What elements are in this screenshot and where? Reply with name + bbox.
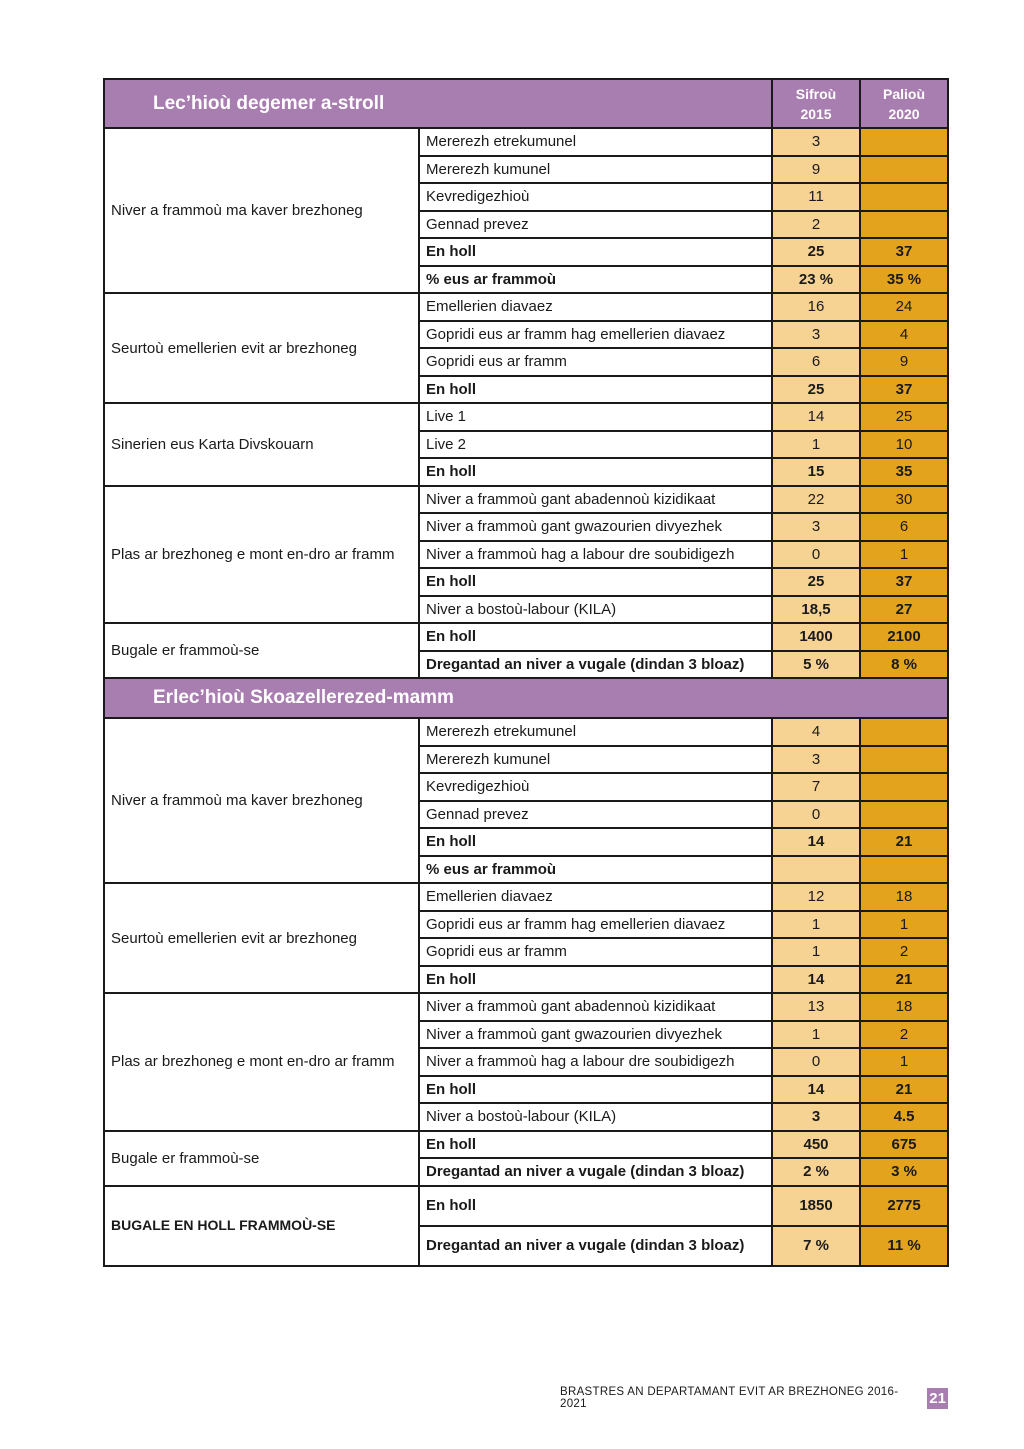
value-2020: 18 bbox=[860, 993, 948, 1021]
column-header-sifrou bbox=[772, 79, 860, 128]
value-2020: 6 bbox=[860, 513, 948, 541]
row-label: Niver a bostoù-labour (KILA) bbox=[419, 1103, 772, 1131]
page-number: 21 bbox=[927, 1388, 948, 1409]
value-2015: 25 bbox=[772, 568, 860, 596]
value-2020: 30 bbox=[860, 486, 948, 514]
value-2020 bbox=[860, 128, 948, 156]
value-2015: 1 bbox=[772, 431, 860, 459]
row-label: Gennad prevez bbox=[419, 211, 772, 239]
value-2015: 6 bbox=[772, 348, 860, 376]
row-label: En holl bbox=[419, 1186, 772, 1226]
value-2020: 1 bbox=[860, 911, 948, 939]
section-title-lechiou: Lec’hioù degemer a-stroll bbox=[104, 79, 772, 128]
value-2020: 25 bbox=[860, 403, 948, 431]
value-2015: 15 bbox=[772, 458, 860, 486]
row-label: Gennad prevez bbox=[419, 801, 772, 829]
value-2015: 14 bbox=[772, 1076, 860, 1104]
column-header-paliou-label: Palioù bbox=[883, 85, 926, 102]
row-label: En holl bbox=[419, 1131, 772, 1159]
row-label: En holl bbox=[419, 376, 772, 404]
value-2015: 1850 bbox=[772, 1186, 860, 1226]
value-2015: 3 bbox=[772, 128, 860, 156]
value-2020: 24 bbox=[860, 293, 948, 321]
group-label: BUGALE EN HOLL FRAMMOÙ-SE bbox=[104, 1186, 419, 1266]
value-2015: 3 bbox=[772, 746, 860, 774]
value-2015: 3 bbox=[772, 513, 860, 541]
value-2015: 11 bbox=[772, 183, 860, 211]
row-label: En holl bbox=[419, 1076, 772, 1104]
table-row bbox=[104, 486, 948, 514]
row-label: Niver a frammoù hag a labour dre soubidigezh bbox=[419, 541, 772, 569]
table-row bbox=[104, 718, 948, 746]
group-label: Seurtoù emellerien evit ar brezhoneg bbox=[104, 883, 419, 993]
row-label: Gopridi eus ar framm bbox=[419, 938, 772, 966]
value-2015: 2 bbox=[772, 211, 860, 239]
row-label: Niver a frammoù gant abadennoù kizidikaat bbox=[419, 486, 772, 514]
value-2015: 1400 bbox=[772, 623, 860, 651]
table-row bbox=[104, 993, 948, 1021]
column-header-paliou bbox=[860, 79, 948, 128]
row-label: Dregantad an niver a vugale (dindan 3 bloaz) bbox=[419, 651, 772, 679]
table-row bbox=[104, 403, 948, 431]
row-label: En holl bbox=[419, 458, 772, 486]
value-2015: 25 bbox=[772, 376, 860, 404]
page-footer bbox=[560, 1387, 948, 1409]
value-2015: 4 bbox=[772, 718, 860, 746]
value-2015: 2 % bbox=[772, 1158, 860, 1186]
row-label: Emellerien diavaez bbox=[419, 883, 772, 911]
group-label: Plas ar brezhoneg e mont en-dro ar framm bbox=[104, 993, 419, 1131]
table-row bbox=[104, 128, 948, 156]
table-row bbox=[104, 883, 948, 911]
row-label: En holl bbox=[419, 623, 772, 651]
value-2020 bbox=[860, 718, 948, 746]
row-label: En holl bbox=[419, 568, 772, 596]
value-2020: 35 % bbox=[860, 266, 948, 294]
value-2015: 12 bbox=[772, 883, 860, 911]
value-2015: 14 bbox=[772, 966, 860, 994]
group-label: Niver a frammoù ma kaver brezhoneg bbox=[104, 718, 419, 883]
value-2015: 18,5 bbox=[772, 596, 860, 624]
row-label: Mererezh kumunel bbox=[419, 156, 772, 184]
value-2020 bbox=[860, 856, 948, 884]
value-2015: 16 bbox=[772, 293, 860, 321]
row-label: Kevredigezhioù bbox=[419, 183, 772, 211]
footer-text: BRASTRES AN DEPARTAMANT EVIT AR BREZHONEG 2016-2021 bbox=[560, 1386, 899, 1410]
value-2015: 3 bbox=[772, 1103, 860, 1131]
row-label: Niver a frammoù gant gwazourien divyezhek bbox=[419, 1021, 772, 1049]
value-2015: 7 % bbox=[772, 1226, 860, 1266]
value-2015 bbox=[772, 856, 860, 884]
value-2020: 2 bbox=[860, 938, 948, 966]
value-2015: 1 bbox=[772, 938, 860, 966]
table-header-row bbox=[104, 79, 948, 128]
value-2020: 35 bbox=[860, 458, 948, 486]
group-label: Sinerien eus Karta Divskouarn bbox=[104, 403, 419, 486]
value-2015: 1 bbox=[772, 911, 860, 939]
value-2020: 2775 bbox=[860, 1186, 948, 1226]
value-2020: 37 bbox=[860, 376, 948, 404]
value-2015: 0 bbox=[772, 801, 860, 829]
value-2015: 7 bbox=[772, 773, 860, 801]
value-2015: 3 bbox=[772, 321, 860, 349]
value-2020: 18 bbox=[860, 883, 948, 911]
value-2020: 4 bbox=[860, 321, 948, 349]
column-header-sifrou-year: 2015 bbox=[800, 105, 832, 122]
group-label: Plas ar brezhoneg e mont en-dro ar framm bbox=[104, 486, 419, 624]
row-label: Live 2 bbox=[419, 431, 772, 459]
value-2020: 1 bbox=[860, 1048, 948, 1076]
group-label: Seurtoù emellerien evit ar brezhoneg bbox=[104, 293, 419, 403]
row-label: En holl bbox=[419, 238, 772, 266]
value-2020 bbox=[860, 773, 948, 801]
value-2015: 22 bbox=[772, 486, 860, 514]
value-2020: 37 bbox=[860, 238, 948, 266]
section-title-erlechiou: Erlec’hioù Skoazellerezed-mamm bbox=[104, 678, 948, 718]
row-label: Niver a frammoù gant gwazourien divyezhek bbox=[419, 513, 772, 541]
table-row bbox=[104, 623, 948, 651]
row-label: Dregantad an niver a vugale (dindan 3 bloaz) bbox=[419, 1226, 772, 1266]
row-label: Gopridi eus ar framm bbox=[419, 348, 772, 376]
section-header-row bbox=[104, 678, 948, 718]
column-header-paliou-year: 2020 bbox=[888, 105, 920, 122]
value-2015: 1 bbox=[772, 1021, 860, 1049]
value-2015: 9 bbox=[772, 156, 860, 184]
row-label: Live 1 bbox=[419, 403, 772, 431]
row-label: Gopridi eus ar framm hag emellerien diavaez bbox=[419, 321, 772, 349]
group-label: Bugale er frammoù-se bbox=[104, 1131, 419, 1186]
row-label: % eus ar frammoù bbox=[419, 856, 772, 884]
row-label: Niver a bostoù-labour (KILA) bbox=[419, 596, 772, 624]
row-label: % eus ar frammoù bbox=[419, 266, 772, 294]
value-2020: 675 bbox=[860, 1131, 948, 1159]
table-row bbox=[104, 1131, 948, 1159]
row-label: Emellerien diavaez bbox=[419, 293, 772, 321]
table-row bbox=[104, 293, 948, 321]
row-label: Mererezh etrekumunel bbox=[419, 128, 772, 156]
value-2020: 21 bbox=[860, 966, 948, 994]
value-2020: 1 bbox=[860, 541, 948, 569]
value-2020: 9 bbox=[860, 348, 948, 376]
row-label: Kevredigezhioù bbox=[419, 773, 772, 801]
table-row bbox=[104, 1186, 948, 1226]
value-2020: 37 bbox=[860, 568, 948, 596]
row-label: En holl bbox=[419, 966, 772, 994]
value-2020: 10 bbox=[860, 431, 948, 459]
column-header-sifrou-label: Sifroù bbox=[795, 85, 837, 102]
row-label: Niver a frammoù hag a labour dre soubidigezh bbox=[419, 1048, 772, 1076]
value-2015: 5 % bbox=[772, 651, 860, 679]
value-2020 bbox=[860, 156, 948, 184]
value-2020: 2100 bbox=[860, 623, 948, 651]
value-2020 bbox=[860, 746, 948, 774]
statistics-table bbox=[103, 78, 949, 1267]
value-2015: 14 bbox=[772, 828, 860, 856]
value-2020: 2 bbox=[860, 1021, 948, 1049]
value-2015: 13 bbox=[772, 993, 860, 1021]
value-2020: 4.5 bbox=[860, 1103, 948, 1131]
value-2015: 23 % bbox=[772, 266, 860, 294]
row-label: Gopridi eus ar framm hag emellerien diavaez bbox=[419, 911, 772, 939]
value-2020 bbox=[860, 183, 948, 211]
value-2015: 0 bbox=[772, 1048, 860, 1076]
value-2020: 27 bbox=[860, 596, 948, 624]
group-label: Niver a frammoù ma kaver brezhoneg bbox=[104, 128, 419, 293]
row-label: Mererezh etrekumunel bbox=[419, 718, 772, 746]
value-2020: 3 % bbox=[860, 1158, 948, 1186]
value-2020 bbox=[860, 211, 948, 239]
row-label: Mererezh kumunel bbox=[419, 746, 772, 774]
group-label: Bugale er frammoù-se bbox=[104, 623, 419, 678]
value-2015: 25 bbox=[772, 238, 860, 266]
value-2020: 11 % bbox=[860, 1226, 948, 1266]
value-2020: 8 % bbox=[860, 651, 948, 679]
value-2020: 21 bbox=[860, 1076, 948, 1104]
value-2015: 14 bbox=[772, 403, 860, 431]
value-2020: 21 bbox=[860, 828, 948, 856]
value-2015: 0 bbox=[772, 541, 860, 569]
row-label: Dregantad an niver a vugale (dindan 3 bloaz) bbox=[419, 1158, 772, 1186]
value-2020 bbox=[860, 801, 948, 829]
row-label: En holl bbox=[419, 828, 772, 856]
value-2015: 450 bbox=[772, 1131, 860, 1159]
row-label: Niver a frammoù gant abadennoù kizidikaat bbox=[419, 993, 772, 1021]
